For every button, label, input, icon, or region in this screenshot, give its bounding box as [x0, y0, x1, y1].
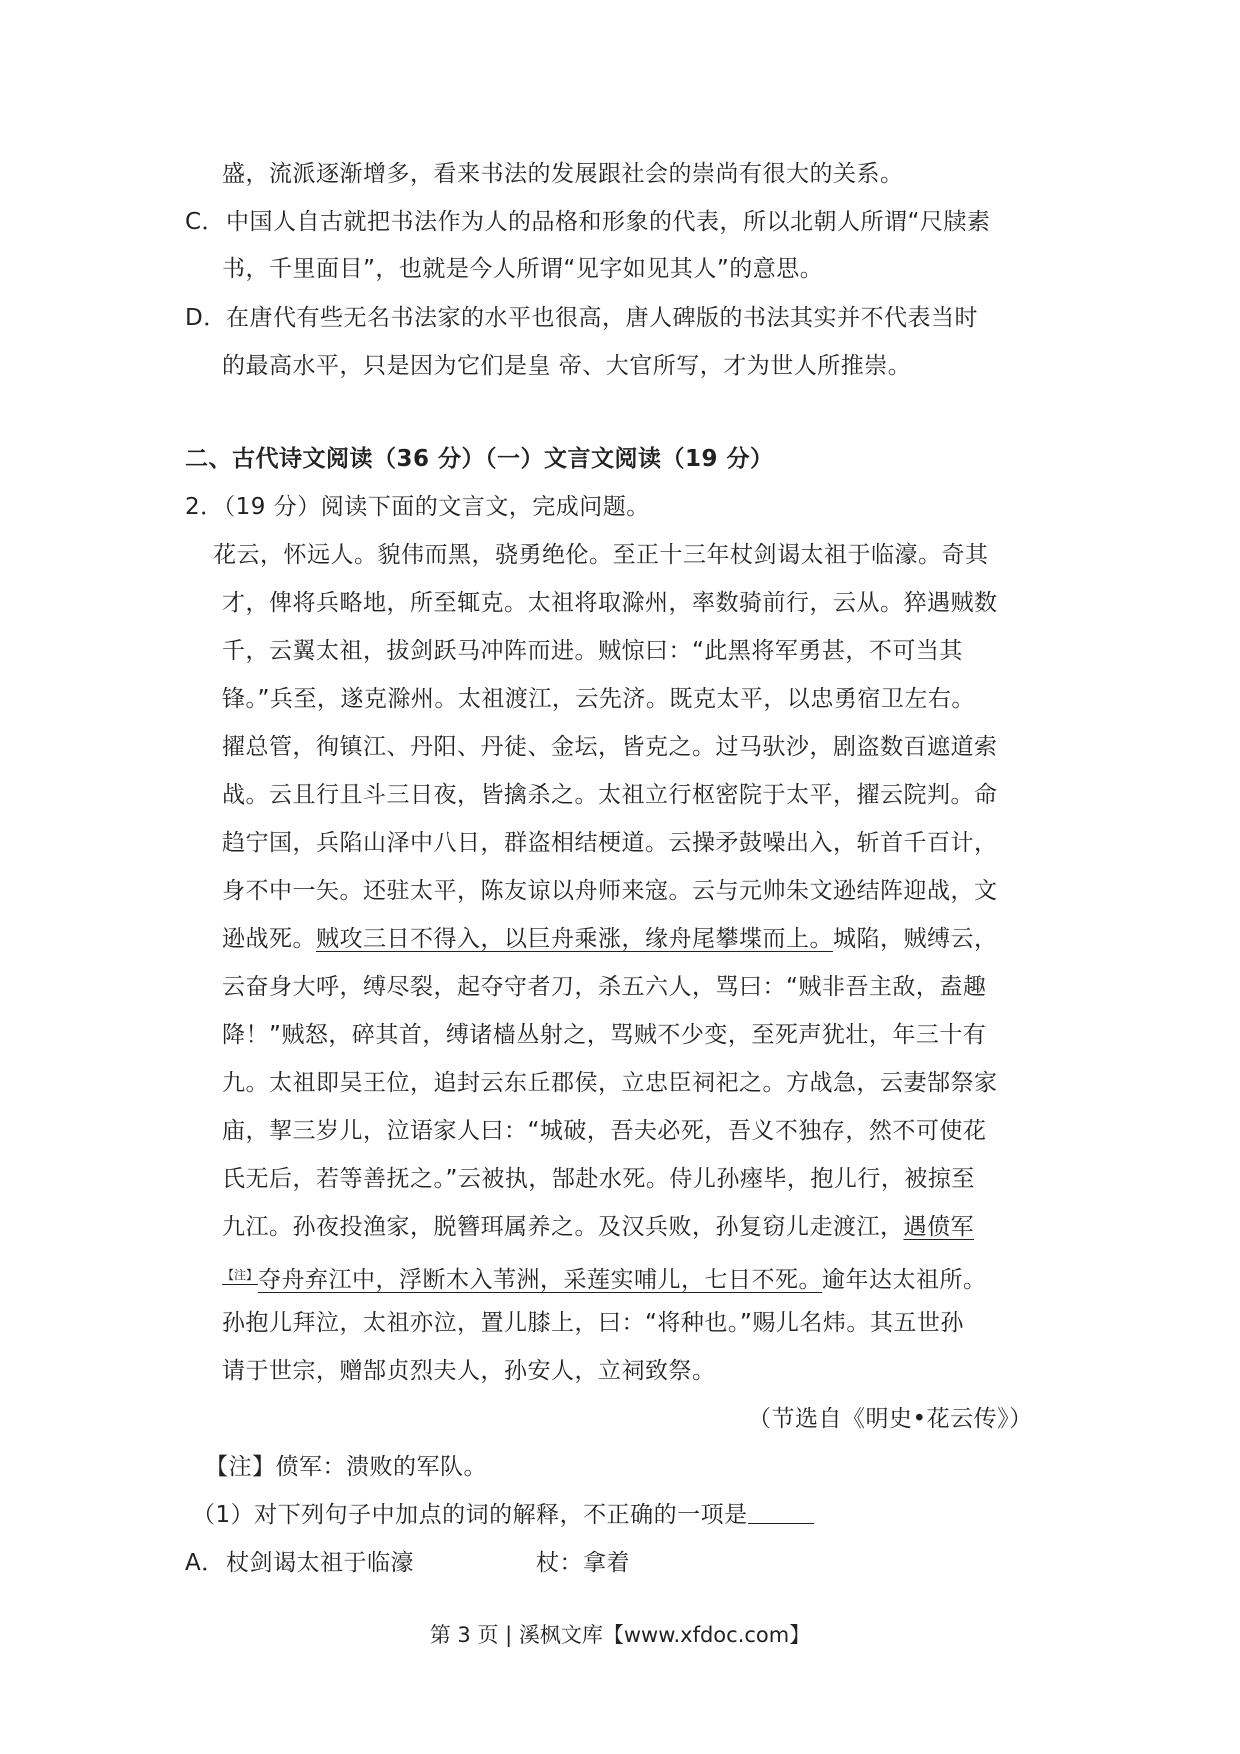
sub-question-1	[192, 1499, 814, 1531]
passage-line-16	[222, 1259, 987, 1296]
option-d-label: D．	[185, 305, 227, 331]
underlined-sentence-2-end: 夺舟弃江中，浮断木入苇洲，采莲实哺儿，七日不死。	[258, 1267, 823, 1293]
passage-line-16-end: 逾年达太祖所。	[822, 1267, 987, 1293]
section-heading: 二、古代诗文阅读（36 分）（一）文言文阅读（19 分）	[185, 446, 774, 472]
passage-line-1: 花云，怀远人。貌伟而黑，骁勇绝伦。至正十三年杖剑谒太祖于临濠。奇其	[213, 542, 989, 568]
passage-line-8: 身不中一矢。还驻太平，陈友谅以舟师来寇。云与元帅朱文逊结阵迎战，文	[222, 878, 998, 904]
passage-line-4: 锋。”兵至，遂克滁州。太祖渡江，云先济。既克太平，以忠勇宿卫左右。	[222, 686, 975, 712]
note-marker: 【注】	[222, 1268, 259, 1282]
option-c-label: C．	[185, 209, 226, 235]
passage-line-9-start: 逊战死。	[222, 926, 316, 952]
passage-line-13: 庙，挈三岁儿，泣语家人曰：“城破，吾夫必死，吾义不独存，然不可使花	[222, 1118, 987, 1144]
passage-line-3: 千，云翼太祖，拔剑跃马冲阵而进。贼惊曰：“此黑将军勇甚，不可当其	[222, 638, 963, 664]
passage-line-17: 孙抱儿拜泣，太祖亦泣，置儿膝上，曰：“将种也。”赐儿名炜。其五世孙	[222, 1310, 964, 1336]
option-a-sentence: 杖剑谒太祖于临濠	[226, 1550, 414, 1576]
sub-question-1-text: （1）对下列句子中加点的词的解释，不正确的一项是	[192, 1502, 748, 1528]
passage-line-9-end: 城陷，贼缚云，	[833, 926, 998, 952]
passage-line-15	[222, 1211, 974, 1243]
question-2: 2．（19 分）阅读下面的文言文，完成问题。	[185, 494, 650, 520]
option-d-line2: 的最高水平，只是因为它们是皇 帝、大官所写，才为世人所推崇。	[222, 353, 912, 379]
option-a-gloss: 杖：拿着	[536, 1550, 630, 1576]
option-c-line2: 书，千里面目”，也就是今人所谓“见字如见其人”的意思。	[222, 256, 824, 282]
source-citation: （节选自《明史•花云传》）	[748, 1406, 1033, 1432]
answer-blank	[748, 1501, 814, 1524]
option-d-line1: 在唐代有些无名书法家的水平也很高，唐人碑版的书法其实并不代表当时	[226, 305, 978, 331]
passage-line-15-start: 九江。孙夜投渔家，脱簪珥属养之。及汉兵败，孙复窃儿走渡江，	[222, 1214, 904, 1240]
passage-line-14: 氏无后，若等善抚之。”云被执，郜赴水死。侍儿孙瘞毕，抱儿行，被掠至	[222, 1166, 975, 1192]
passage-line-5: 擢总管，徇镇江、丹阳、丹徒、金坛，皆克之。过马驮沙，剧盗数百遮道索	[222, 734, 998, 760]
underlined-sentence-1: 贼攻三日不得入，以巨舟乘涨，缘舟尾攀堞而上。	[316, 926, 833, 952]
footnote: 【注】偾军：溃败的军队。	[205, 1454, 487, 1480]
option-a-label: A．	[185, 1550, 225, 1576]
passage-line-10: 云奋身大呼，缚尽裂，起夺守者刀，杀五六人，骂曰：“贼非吾主敌，盍趣	[222, 974, 987, 1000]
passage-line-2: 才，俾将兵略地，所至辄克。太祖将取滁州，率数骑前行，云从。猝遇贼数	[222, 590, 998, 616]
passage-line-18: 请于世宗，赠郜贞烈夫人，孙安人，立祠致祭。	[222, 1358, 716, 1384]
passage-line-12: 九。太祖即吴王位，追封云东丘郡侯，立忠臣祠祀之。方战急，云妻郜祭家	[222, 1070, 998, 1096]
passage-line-11: 降！”贼怒，碎其首，缚诸樯丛射之，骂贼不少变，至死声犹壮，年三十有	[222, 1022, 987, 1048]
underlined-sentence-2-start: 遇偾军	[903, 1214, 974, 1240]
option-c-line1: 中国人自古就把书法作为人的品格和形象的代表，所以北朝人所谓“尺牍素	[226, 209, 991, 235]
passage-line-7: 趋宁国，兵陷山泽中八日，群盗相结梗道。云操矛鼓噪出入，斩首千百计，	[222, 830, 998, 856]
passage-line-9	[222, 923, 998, 955]
option-b-continuation: 盛，流派逐渐增多，看来书法的发展跟社会的崇尚有很大的关系。	[222, 161, 904, 187]
page-footer: 第 3 页 | 溪枫文库【www.xfdoc.com】	[429, 1623, 811, 1647]
passage-line-6: 战。云且行且斗三日夜，皆擒杀之。太祖立行枢密院于太平，擢云院判。命	[222, 782, 998, 808]
